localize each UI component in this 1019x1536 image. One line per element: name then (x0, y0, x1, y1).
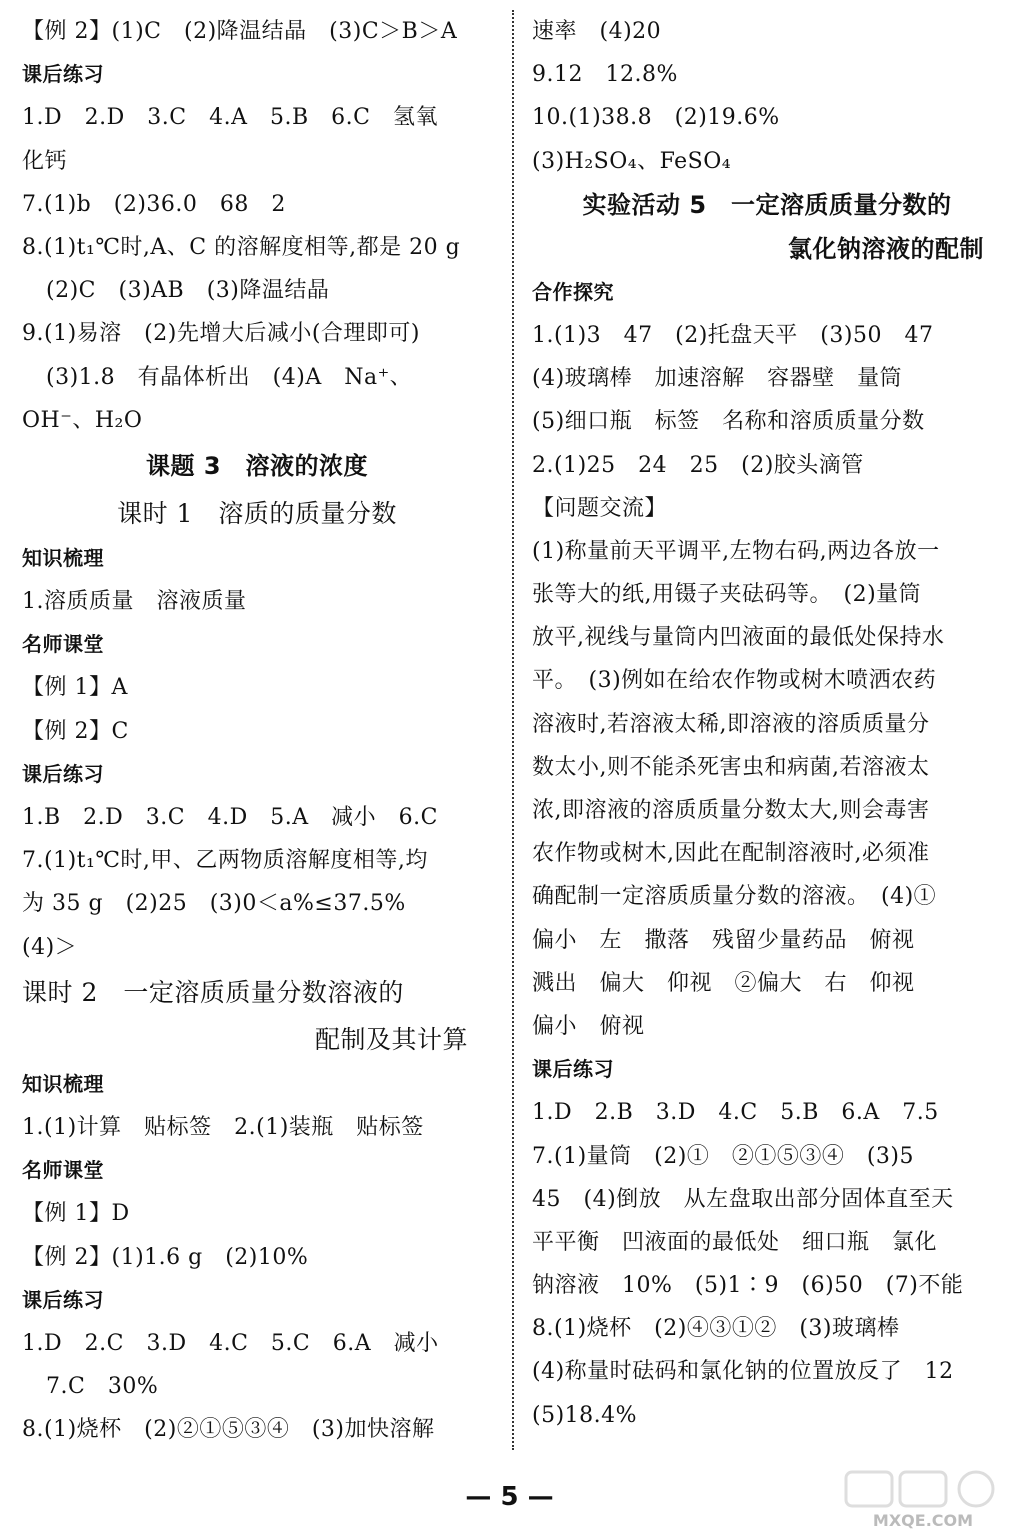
answer-line: 偏小 左 撒落 残留少量药品 俯视 (532, 927, 915, 953)
answer-line: 偏小 俯视 (532, 1013, 645, 1039)
answer-line: 确配制一定溶质质量分数的溶液。 (4)① (532, 884, 937, 910)
answer-line: (4)＞ (22, 934, 78, 960)
answer-line: 为 35 g (2)25 (3)0＜a%≤37.5% (22, 891, 406, 917)
answer-line: 1.D 2.D 3.C 4.A 5.B 6.C 氢氧 (22, 105, 438, 131)
answer-line: 【问题交流】 (532, 495, 668, 521)
answer-line: 7.C 30% (46, 1374, 159, 1400)
answer-line: (3)H₂SO₄、FeSO₄ (532, 148, 732, 174)
lesson-title: 课时 2 一定溶质质量分数溶液的 (22, 977, 404, 1007)
column-divider (512, 10, 514, 1450)
answer-line: (4)称量时砝码和氯化钠的位置放反了 12 (532, 1359, 954, 1385)
answer-line: 【例 2】C (22, 718, 129, 744)
answer-line: (2)C (3)AB (3)降温结晶 (46, 278, 330, 304)
answer-line: (5)18.4% (532, 1402, 638, 1428)
answer-line: (3)1.8 有晶体析出 (4)A Na⁺、 (46, 364, 413, 390)
answer-line: 平。 (3)例如在给农作物或树木喷洒农药 (532, 668, 937, 694)
answer-line: 【例 2】(1)1.6 g (2)10% (22, 1244, 309, 1270)
answer-line: OH⁻、H₂O (22, 407, 143, 433)
answer-line: 钠溶液 10% (5)1∶9 (6)50 (7)不能 (532, 1273, 964, 1299)
answer-line: 1.溶质质量 溶液质量 (22, 589, 247, 615)
activity-title: 氯化钠溶液的配制 (788, 234, 984, 263)
section-heading: 知识梳理 (22, 545, 104, 570)
answer-line: 1.(1)计算 贴标签 2.(1)装瓶 贴标签 (22, 1114, 424, 1140)
answer-line: 10.(1)38.8 (2)19.6% (532, 105, 780, 131)
answer-line: (4)玻璃棒 加速溶解 容器壁 量筒 (532, 366, 903, 392)
section-heading: 名师课堂 (22, 632, 104, 657)
section-heading: 合作探究 (532, 279, 614, 304)
answer-line: 1.D 2.C 3.D 4.C 5.C 6.A 减小 (22, 1330, 439, 1356)
answer-line: 【例 1】A (22, 675, 128, 701)
answer-line: 速率 (4)20 (532, 19, 662, 44)
answer-line: 9.(1)易溶 (2)先增大后减小(合理即可) (22, 321, 420, 347)
answer-line: 平平衡 凹液面的最低处 细口瓶 氯化 (532, 1229, 938, 1255)
answer-line: 8.(1)烧杯 (2)④③①② (3)玻璃棒 (532, 1316, 900, 1342)
answer-line: 数太小,则不能杀死害虫和病菌,若溶液太 (532, 754, 930, 780)
answer-line: 农作物或树木,因此在配制溶液时,必须准 (532, 841, 930, 867)
section-heading: 名师课堂 (22, 1158, 104, 1183)
lesson-title: 课时 1 溶质的质量分数 (117, 498, 397, 528)
answer-line: 1.B 2.D 3.C 4.D 5.A 减小 6.C (22, 805, 438, 830)
answer-line: 8.(1)t₁℃时,A、C 的溶解度相等,都是 20 g (22, 234, 461, 260)
watermark-logo (838, 1468, 1008, 1530)
answer-line: 1.D 2.B 3.D 4.C 5.B 6.A 7.5 (532, 1100, 939, 1126)
activity-title: 实验活动 5 一定溶质质量分数的 (582, 190, 952, 219)
answer-line: 张等大的纸,用镊子夹砝码等。 (2)量筒 (532, 582, 922, 608)
answer-line: 1.(1)3 47 (2)托盘天平 (3)50 47 (532, 322, 934, 348)
section-heading: 课后练习 (22, 62, 104, 87)
answer-line: 化钙 (22, 148, 68, 174)
topic-title: 课题 3 溶液的浓度 (145, 451, 369, 480)
answer-line: 9.12 12.8% (532, 62, 678, 88)
answer-line: 45 (4)倒放 从左盘取出部分固体直至天 (532, 1186, 954, 1212)
section-heading: 知识梳理 (22, 1071, 104, 1096)
page-number: — 5 — (465, 1482, 554, 1512)
answer-line: 溶液时,若溶液太稀,即溶液的溶质质量分 (532, 711, 930, 737)
section-heading: 课后练习 (532, 1057, 614, 1082)
answer-line: 【例 1】D (22, 1201, 130, 1227)
answer-line: (5)细口瓶 标签 名称和溶质质量分数 (532, 409, 925, 435)
lesson-title: 配制及其计算 (314, 1024, 468, 1054)
left-column (22, 10, 492, 1451)
answer-line: 2.(1)25 24 25 (2)胶头滴管 (532, 452, 864, 478)
section-heading: 课后练习 (22, 1287, 104, 1312)
answer-line: 7.(1)t₁℃时,甲、乙两物质溶解度相等,均 (22, 848, 428, 874)
answer-line: 放平,视线与量筒内凹液面的最低处保持水 (532, 625, 945, 651)
answer-line: 8.(1)烧杯 (2)②①⑤③④ (3)加快溶解 (22, 1417, 435, 1443)
answer-line: 浓,即溶液的溶质质量分数太大,则会毒害 (532, 798, 930, 823)
section-heading: 课后练习 (22, 761, 104, 786)
answer-line: 7.(1)量筒 (2)① ②①⑤③④ (3)5 (532, 1143, 914, 1169)
watermark-text: MXQE.COM (872, 1511, 974, 1530)
answer-line: 溅出 偏大 仰视 ②偏大 右 仰视 (532, 970, 915, 996)
answer-line: (1)称量前天平调平,左物右码,两边各放一 (532, 538, 940, 564)
answer-line: 7.(1)b (2)36.0 68 2 (22, 191, 286, 217)
answer-line: 【例 2】(1)C (2)降温结晶 (3)C＞B＞A (22, 19, 458, 44)
right-column (532, 10, 1002, 1437)
